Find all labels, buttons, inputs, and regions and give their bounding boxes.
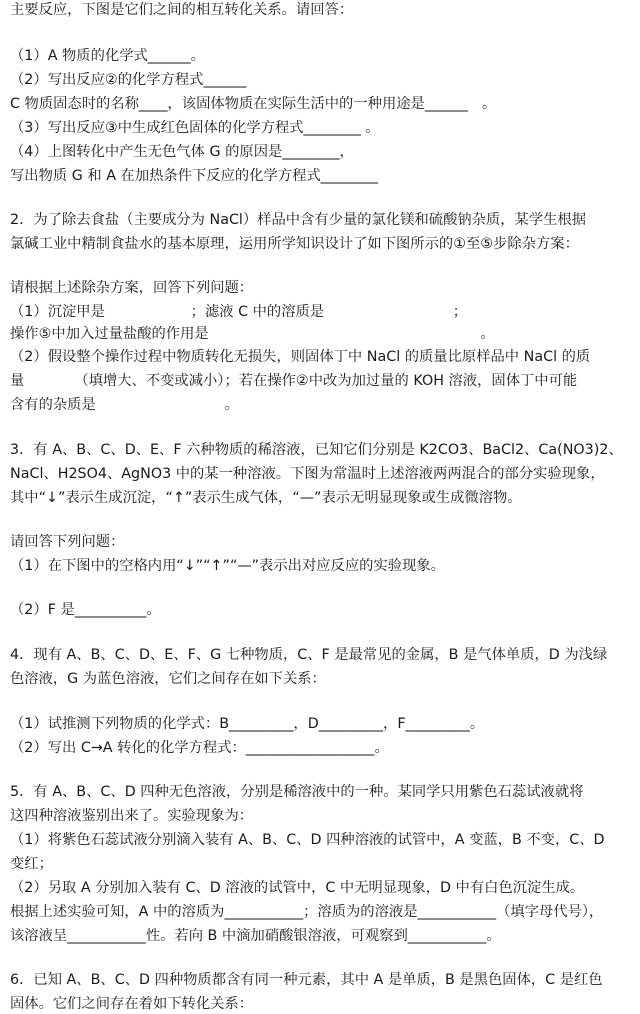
text-line: 主要反应，下图是它们之间的相互转化关系。请回答： [10,2,354,18]
text-line: 量 （填增大、不变或减小）；若在操作②中改为加过量的 KOH 溶液，固体丁中可能 [10,373,578,389]
text-line: 氯碱工业中精制食盐水的基本原理，运用所学知识设计了如下图所示的①至⑤步除杂方案： [10,236,579,252]
text-line: 操作⑤中加入过量盐酸的作用是 。 [10,326,495,342]
text-line: （4）上图转化中产生无色气体 G 的原因是________， [10,144,354,160]
text-line: （1）试推测下列物质的化学式：B_________，D_________，F_________。 [10,716,485,732]
text-line: （2）另取 A 分别加入装有 C、D 溶液的试管中，C 中无明显现象，D 中有白色沉淀生成。 [10,880,585,896]
text-line: 5．有 A、B、C、D 四种无色溶液，分别是稀溶液中的一种。某同学只用紫色石蕊试液就将 [10,784,584,800]
text-line: 请回答下列问题： [10,534,125,550]
text-line: 2．为了除去食盐（主要成分为 NaCl）样品中含有少量的氯化镁和硫酸钠杂质，某学生根据 [10,212,587,228]
text-line: （2）写出反应②的化学方程式______ [10,72,247,88]
text-line: 3．有 A、B、C、D、E、F 六种物质的稀溶液，已知它们分别是 K2CO3、BaCl2、Ca(NO3)2、 [10,442,623,458]
text-line: （1）沉淀甲是 ；滤液 C 中的溶质是 ； [10,304,468,320]
text-line: 固体。它们之间存在着如下转化关系： [10,996,254,1012]
text-line: 根据上述实验可知，A 中的溶质为___________；溶质为的溶液是___________（填字母代号）， [10,904,604,920]
text-line: （2）写出 C→A 转化的化学方程式：__________________。 [10,740,389,756]
text-line: （1）A 物质的化学式______。 [10,48,205,64]
text-line: 其中“↓”表示生成沉淀，“↑”表示生成气体，“—”表示无明显现象或生成微溶物。 [10,490,522,506]
text-line: 该溶液呈___________性。若向 B 中滴加硝酸银溶液，可观察到___________。 [10,928,501,944]
text-line: （3）写出反应③中生成红色固体的化学方程式________ 。 [10,120,380,136]
text-line: 含有的杂质是 。 [10,397,239,413]
text-line: （2）F 是__________。 [10,602,161,618]
text-line: （1）在下图中的空格内用“↓”“↑”“—”表示出对应反应的实验现象。 [10,558,445,574]
text-line: （2）假设整个操作过程中物质转化无损失，则固体丁中 NaCl 的质量比原样品中 NaCl 的质 [10,349,591,365]
text-line: 色溶液，G 为蓝色溶液，它们之间存在如下关系： [10,671,326,687]
text-line: 写出物质 G 和 A 在加热条件下反应的化学方程式________ [10,168,378,184]
text-line: 6．已知 A、B、C、D 四种物质都含有同一种元素，其中 A 是单质，B 是黑色固体，C 是红色 [10,972,603,988]
text-line: （1）将紫色石蕊试液分别滴入装有 A、B、C、D 四种溶液的试管中，A 变蓝，B 不变，C、D [10,832,605,848]
text-line: C 物质固态时的名称____，该固体物质在实际生活中的一种用途是______ 。 [10,96,497,112]
text-line: 这四种溶液鉴别出来了。实验现象为： [10,808,254,824]
text-line: 变红； [10,856,53,872]
text-line: 4．现有 A、B、C、D、E、F、G 七种物质，C、F 是最常见的金属，B 是气体单质，D 为浅绿 [10,647,608,663]
text-line: 请根据上述除杂方案，回答下列问题： [10,280,254,296]
text-line: NaCl、H2SO4、AgNO3 中的某一种溶液。下图为常温时上述溶液两两混合的部分实验现象， [10,466,605,482]
